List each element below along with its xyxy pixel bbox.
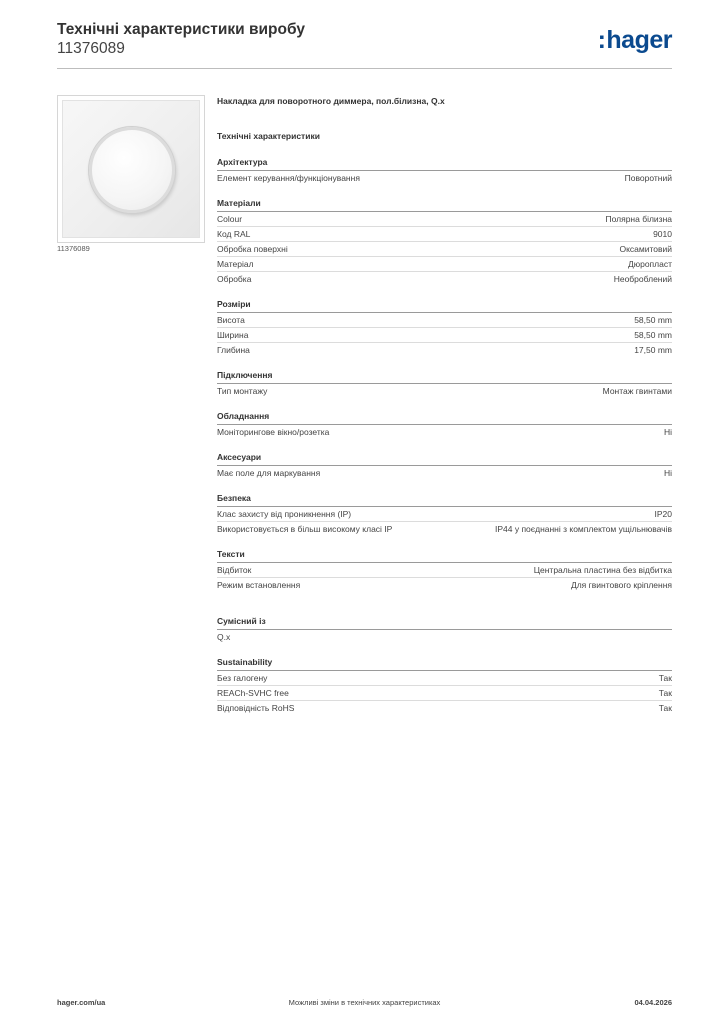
spec-row [217, 686, 672, 701]
spec-row [217, 466, 672, 480]
spec-heading: Технічні характеристики [217, 131, 320, 141]
spec-value: Полярна білизна [605, 214, 672, 224]
section-title: Архітектура [217, 157, 672, 171]
spec-row [217, 563, 672, 578]
spec-section [217, 452, 672, 480]
spec-value: Необроблений [613, 274, 672, 284]
spec-label: Ширина [217, 330, 249, 340]
footer-notice: Можливі зміни в технічних характеристиках [288, 998, 441, 1007]
spec-value: Ні [663, 468, 672, 478]
section-title: Підключення [217, 370, 672, 384]
spec-value: Центральна пластина без відбитка [533, 565, 672, 575]
section-title: Безпека [217, 493, 672, 507]
spec-row [217, 171, 672, 185]
spec-label: Глибина [217, 345, 250, 355]
compatible-section [217, 616, 672, 644]
product-image [57, 95, 205, 243]
spec-label: Обробка [217, 274, 252, 284]
section-title: Матеріали [217, 198, 672, 212]
spec-value: IP44 у поєднанні з комплектом ущільнювачів [494, 524, 672, 534]
footer-date: 04.04.2026 [634, 998, 672, 1007]
section-title: Сумісний із [217, 616, 672, 630]
spec-row [217, 212, 672, 227]
spec-content [217, 96, 672, 715]
page-header [57, 20, 672, 58]
spec-row [217, 272, 672, 286]
spec-value: 58,50 mm [634, 315, 672, 325]
spec-row [217, 425, 672, 439]
spec-value: Монтаж гвинтами [602, 386, 672, 396]
section-title: Sustainability [217, 657, 672, 671]
spec-value: 17,50 mm [634, 345, 672, 355]
spec-value: Так [658, 673, 672, 683]
sustainability-section [217, 657, 672, 715]
spec-value: Поворотний [624, 173, 672, 183]
spec-section [217, 370, 672, 398]
spec-label: Висота [217, 315, 245, 325]
product-name: Накладка для поворотного диммера, пол.білизна, Q.x [217, 96, 445, 106]
spec-value: Дюропласт [627, 259, 672, 269]
spec-row [217, 507, 672, 522]
hager-logo [598, 26, 672, 55]
spec-label: Тип монтажу [217, 386, 268, 396]
spec-label: Моніторингове вікно/розетка [217, 427, 330, 437]
cover-plate [62, 100, 200, 238]
spec-section [217, 299, 672, 357]
spec-row [217, 242, 672, 257]
spec-label: Використовується в більш високому класі IP [217, 524, 393, 534]
spec-value: Для гвинтового кріплення [570, 580, 672, 590]
spec-section [217, 493, 672, 536]
section-title: Розміри [217, 299, 672, 313]
logo-text: hager [606, 26, 672, 54]
document-title: Технічні характеристики виробу [57, 21, 305, 38]
spec-value: Оксамитовий [619, 244, 672, 254]
spec-label: Матеріал [217, 259, 254, 269]
footer-website: hager.com/ua [57, 998, 106, 1007]
spec-section [217, 157, 672, 185]
spec-sections [217, 157, 672, 592]
spec-label: Colour [217, 214, 243, 224]
section-title: Аксесуари [217, 452, 672, 466]
spec-value: Так [658, 703, 672, 713]
spec-value: Так [658, 688, 672, 698]
spec-section [217, 411, 672, 439]
spec-row [217, 671, 672, 686]
header-divider [57, 68, 672, 69]
spec-row [217, 384, 672, 398]
spec-label: Відповідність RoHS [217, 703, 295, 713]
spec-row [217, 701, 672, 715]
spec-label: Без галогену [217, 673, 268, 683]
spec-section [217, 549, 672, 592]
spec-label: Режим встановлення [217, 580, 301, 590]
section-title: Обладнання [217, 411, 672, 425]
spec-row [217, 227, 672, 242]
spec-value: IP20 [654, 509, 672, 519]
spec-row [217, 328, 672, 343]
spec-label: Відбиток [217, 565, 252, 575]
spec-row [217, 522, 672, 536]
section-title: Тексти [217, 549, 672, 563]
spec-row [217, 313, 672, 328]
logo-mark-icon: : [597, 26, 606, 54]
spec-label: Код RAL [217, 229, 251, 239]
dimmer-knob [89, 127, 175, 213]
spec-label: Елемент керування/функціонування [217, 173, 360, 183]
spec-value: 9010 [653, 229, 672, 239]
spec-label: Має поле для маркування [217, 468, 321, 478]
spec-label: Клас захисту від проникнення (IP) [217, 509, 352, 519]
spec-label: REACh-SVHC free [217, 688, 289, 698]
spec-row [217, 257, 672, 272]
spec-row [217, 630, 672, 644]
spec-label: Q.x [217, 632, 231, 642]
spec-value: Ні [663, 427, 672, 437]
spec-row [217, 578, 672, 592]
spec-value: 58,50 mm [634, 330, 672, 340]
image-caption: 11376089 [57, 244, 90, 253]
spec-label: Обробка поверхні [217, 244, 288, 254]
spec-row [217, 343, 672, 357]
spec-section [217, 198, 672, 286]
product-number: 11376089 [57, 40, 125, 57]
